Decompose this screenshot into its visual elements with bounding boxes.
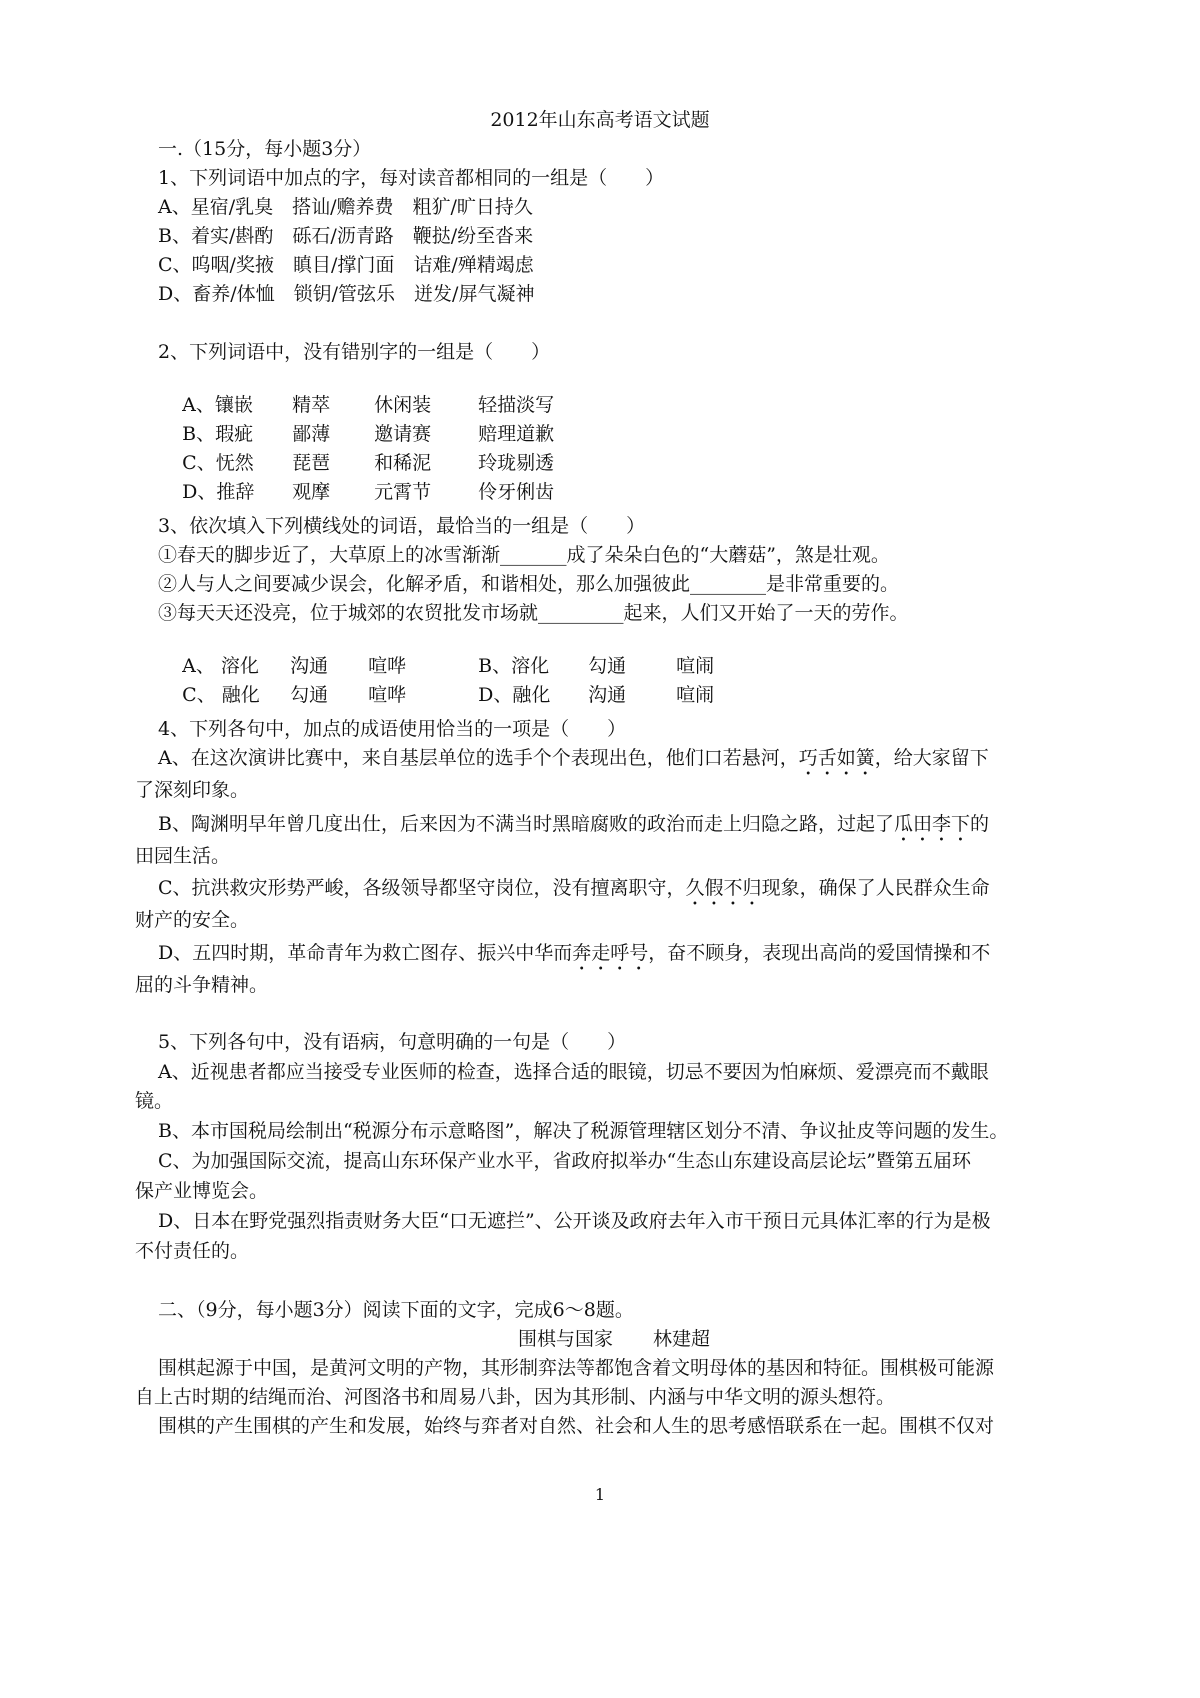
page-number: 1	[594, 1485, 606, 1504]
q2-d-w2: 观摩	[292, 481, 331, 503]
article-author: 林建超	[653, 1328, 711, 1350]
article-paragraph-2-line1: 围棋的产生围棋的产生和发展，始终与弈者对自然、社会和人生的思考感悟联系在一起。围棋不仅对	[158, 1415, 995, 1437]
q2-c-w2: 琵琶	[292, 452, 331, 474]
q3-a-w2: 沟通	[290, 655, 329, 677]
q3-sentence-3: ③每天天还没亮，位于城郊的农贸批发市场就_________起来，人们又开始了一天的劳作。	[158, 602, 909, 624]
q4-b-pre: B、陶渊明早年曾几度出仕，后来因为不满当时黑暗腐败的政治而走上归隐之路，过起了	[158, 813, 894, 835]
q4-b-idiom: 瓜田李下	[893, 813, 970, 835]
q3-b-w1: B、溶化	[478, 655, 550, 677]
q4-option-a-line1	[158, 746, 989, 780]
q2-b-w1: B、瑕疵	[182, 423, 254, 445]
article-paragraph-1-line1: 围棋起源于中国，是黄河文明的产物，其形制弈法等都饱含着文明母体的基因和特征。围棋极可能源	[158, 1357, 995, 1379]
q1-option-a: A、星宿/乳臭 搭讪/赡养费 粗犷/旷日持久	[158, 196, 533, 218]
q2-a-w4: 轻描淡写	[478, 394, 555, 416]
q4-c-post: 现象，确保了人民群众生命	[761, 877, 990, 899]
q3-sentence-1: ①春天的脚步近了，大草原上的冰雪渐渐_______成了朵朵白色的“大蘑菇”，煞是壮观。	[158, 544, 890, 566]
q4-d-idiom: 奔走呼号	[572, 942, 649, 964]
q1-option-d: D、畜养/体恤 锁钥/管弦乐 迸发/屏气凝神	[158, 283, 535, 305]
q4-a-post: ，给大家留下	[874, 747, 989, 769]
q4-d-post: ，奋不顾身，表现出高尚的爱国情操和不	[648, 942, 991, 964]
q4-b-post: 的	[969, 813, 989, 835]
q3-b-w3: 喧闹	[676, 655, 715, 677]
q5-option-a-line2: 镜。	[135, 1090, 174, 1112]
article-title-text: 围棋与国家	[518, 1328, 614, 1350]
q3-c-w3: 喧哗	[368, 684, 407, 706]
q2-a-w3: 休闲装	[374, 394, 432, 416]
q4-c-idiom: 久假不归	[685, 877, 762, 899]
q3-d-w1: D、融化	[478, 684, 551, 706]
q2-b-w2: 鄙薄	[292, 423, 331, 445]
q3-a-w1: A、 溶化	[182, 655, 259, 677]
q2-b-w3: 邀请赛	[374, 423, 432, 445]
q3-b-w2: 勾通	[588, 655, 627, 677]
q4-option-d-line2: 屈的斗争精神。	[135, 974, 269, 996]
q1-stem: 1、下列词语中加点的字，每对读音都相同的一组是（ ）	[158, 167, 665, 189]
q3-c-w2: 勾通	[290, 684, 329, 706]
section1-header: 一.（15分，每小题3分）	[158, 138, 372, 160]
q4-a-pre: A、在这次演讲比赛中，来自基层单位的选手个个表现出色，他们口若悬河，	[158, 747, 799, 769]
q1-option-b: B、着实/斟酌 砾石/沥青路 鞭挞/纷至沓来	[158, 225, 534, 247]
article-paragraph-1-line2: 自上古时期的结绳而治、河图洛书和周易八卦，因为其形制、内涵与中华文明的源头想符。	[135, 1386, 896, 1408]
q3-stem: 3、依次填入下列横线处的词语，最恰当的一组是（ ）	[158, 515, 646, 537]
q4-a-idiom: 巧舌如簧	[798, 747, 875, 769]
q1-option-c: C、呜咽/奖掖 瞋目/撑门面 诘难/殚精竭虑	[158, 254, 534, 276]
q3-a-w3: 喧哗	[368, 655, 407, 677]
q3-d-w3: 喧闹	[676, 684, 715, 706]
q4-option-a-line2: 了深刻印象。	[135, 779, 250, 801]
q4-stem: 4、下列各句中，加点的成语使用恰当的一项是（ ）	[158, 718, 627, 740]
q2-a-w1: A、镶嵌	[182, 394, 253, 416]
document-title: 2012年山东高考语文试题	[490, 109, 710, 131]
q4-option-c-line2: 财产的安全。	[135, 909, 250, 931]
q2-b-w4: 赔理道歉	[478, 423, 555, 445]
q2-a-w2: 精萃	[292, 394, 331, 416]
article-title	[518, 1327, 710, 1351]
q5-stem: 5、下列各句中，没有语病，句意明确的一句是（ ）	[158, 1031, 627, 1053]
q2-d-w1: D、推辞	[182, 481, 255, 503]
q2-d-w4: 伶牙俐齿	[478, 481, 555, 503]
q3-d-w2: 沟通	[588, 684, 627, 706]
q5-option-a-line1: A、近视患者都应当接受专业医师的检查，选择合适的眼镜，切忌不要因为怕麻烦、爱漂亮而不戴眼	[158, 1061, 989, 1083]
q4-option-d-line1	[158, 941, 990, 975]
q4-option-b-line2: 田园生活。	[135, 845, 231, 867]
q5-option-d-line1: D、日本在野党强烈指责财务大臣“口无遮拦”、公开谈及政府去年入市干预日元具体汇率的行为是极	[158, 1210, 991, 1232]
q4-option-b-line1	[158, 812, 989, 846]
q5-option-c-line1: C、为加强国际交流，提高山东环保产业水平，省政府拟举办“生态山东建设高层论坛”暨第五届环	[158, 1150, 971, 1172]
q4-option-c-line1	[158, 876, 990, 910]
q2-stem: 2、下列词语中，没有错别字的一组是（ ）	[158, 341, 551, 363]
q5-option-b-line1: B、本市国税局绘制出“税源分布示意略图”，解决了税源管理辖区划分不清、争议扯皮等问题的发生。	[158, 1120, 1009, 1142]
q3-c-w1: C、 融化	[182, 684, 260, 706]
q5-option-c-line2: 保产业博览会。	[135, 1180, 269, 1202]
q4-c-pre: C、抗洪救灾形势严峻，各级领导都坚守岗位，没有擅离职守，	[158, 877, 686, 899]
q2-d-w3: 元霄节	[374, 481, 432, 503]
q3-sentence-2: ②人与人之间要减少误会，化解矛盾，和谐相处，那么加强彼此________是非常重要的。	[158, 573, 900, 595]
section2-header: 二、（9分，每小题3分）阅读下面的文字，完成6～8题。	[158, 1299, 634, 1321]
q5-option-d-line2: 不付责任的。	[135, 1240, 250, 1262]
q2-c-w4: 玲珑剔透	[478, 452, 555, 474]
q2-c-w1: C、怃然	[182, 452, 254, 474]
q2-c-w3: 和稀泥	[374, 452, 432, 474]
q4-d-pre: D、五四时期，革命青年为救亡图存、振兴中华而	[158, 942, 573, 964]
